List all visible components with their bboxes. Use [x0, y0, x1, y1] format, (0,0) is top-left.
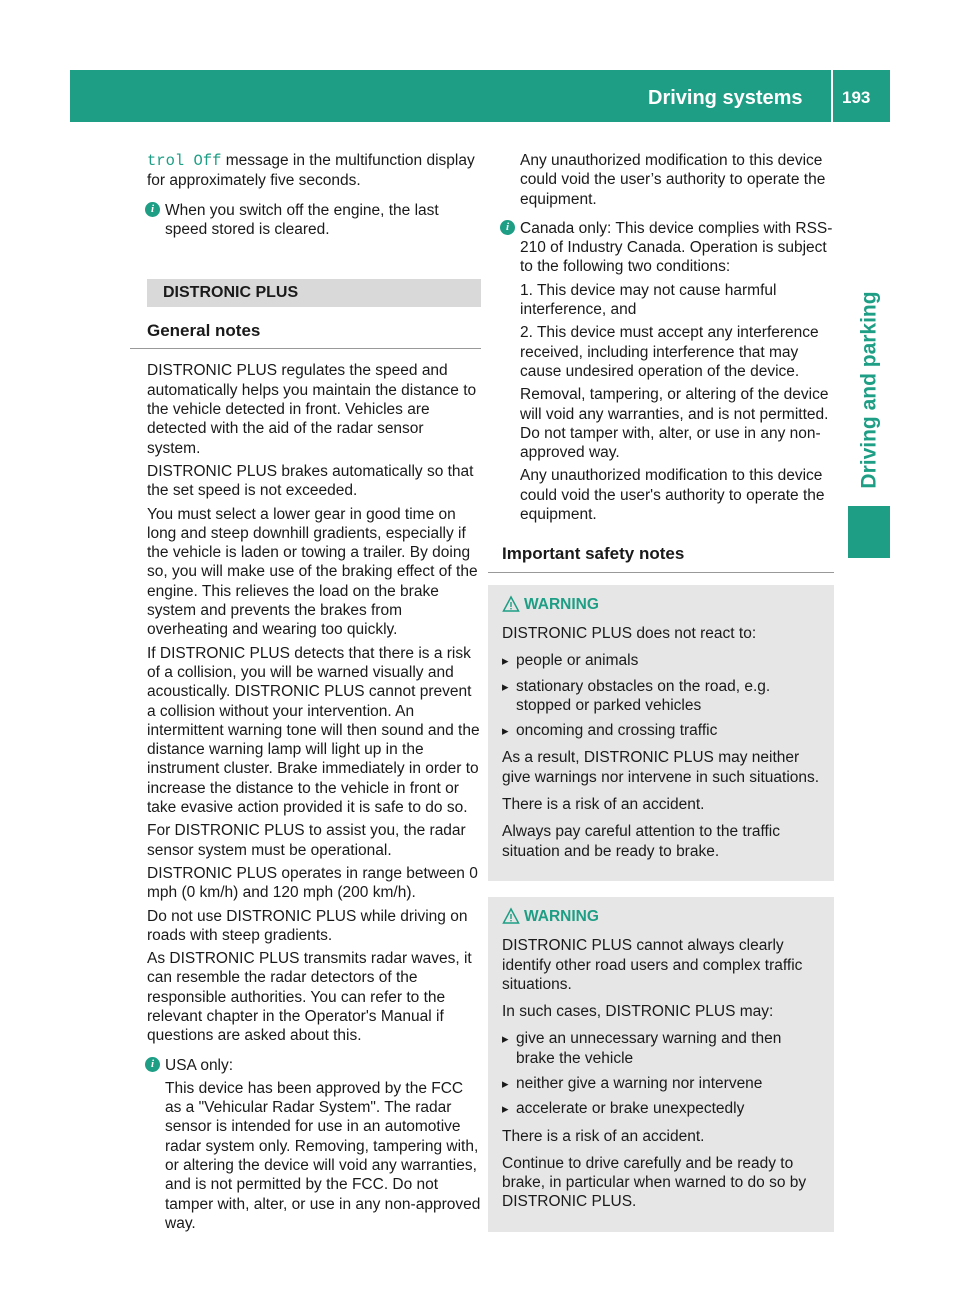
warning-triangle-icon: [502, 907, 520, 925]
paragraph: For DISTRONIC PLUS to assist you, the radar sensor system must be operational.: [147, 822, 466, 859]
page-number: 193: [842, 88, 871, 107]
list-item: ▸ neither give a warning nor intervene: [502, 1074, 824, 1093]
paragraph: Any unauthorized modification to this device could void the user’s authority to operate the equipment.: [520, 152, 826, 208]
warning-heading: WARNING: [502, 907, 824, 926]
warning-heading: WARNING: [502, 595, 824, 614]
side-tab-marker: [848, 506, 890, 558]
subheading-general-notes: General notes: [130, 321, 481, 349]
right-column: [502, 151, 834, 1232]
side-tab-label: Driving and parking: [857, 291, 881, 489]
list-item: ▸ give an unnecessary warning and then brake the vehicle: [502, 1029, 824, 1068]
header-divider: [831, 70, 833, 122]
warning-triangle-icon: [502, 595, 520, 613]
info-icon: i: [145, 202, 160, 217]
section-heading: DISTRONIC PLUS: [147, 279, 481, 307]
paragraph: DISTRONIC PLUS regulates the speed and automatically helps you maintain the distance to the vehicle detected in front. Vehicles are detected with the aid of the radar sensor system.: [147, 362, 477, 457]
info-note-usa: i USA only: This device has been approved by the FCC as a "Vehicular Radar System". The radar sensor is intended for use in an automotive radar system only. Removing, tampering with, or altering the device will void any warranties, and is not permitted by the FCC. Do not tamper with, alter, or use in any non-approved way.: [147, 1056, 481, 1234]
paragraph: DISTRONIC PLUS brakes automatically so that the set speed is not exceeded.: [147, 462, 474, 500]
info-note: i When you switch off the engine, the last speed stored is cleared.: [147, 201, 481, 240]
warning-list: [502, 651, 824, 740]
info-icon: i: [145, 1057, 160, 1072]
warning-box: WARNING DISTRONIC PLUS cannot always clearly identify other road users and complex traffic situations. In such cases, DISTRONIC PLUS may: ▸ give an unnecessary warning and then brake the vehicle ▸ neither give a warning nor intervene ▸ accelerate or brake unexpectedly There is a risk of an accident. Continue to drive carefully and be ready to brake, in particular when warned to do so by DISTRONIC PLUS.: [488, 897, 834, 1232]
list-item: ▸ people or animals: [502, 651, 824, 670]
page-title: Driving systems: [648, 87, 803, 109]
info-icon: i: [500, 220, 515, 235]
display-message-code: trol Off: [147, 152, 222, 170]
list-item: ▸ accelerate or brake unexpectedly: [502, 1099, 824, 1118]
paragraph: If DISTRONIC PLUS detects that there is a risk of a collision, you will be warned visually and acoustically. DISTRONIC PLUS cannot prevent a collision without your intervention. An intermittent warning tone will then sound and the distance warning lamp will light up in the instrument cluster. Brake immediately in order to increase the distance to the vehicle in front or take evasive action provided it is safe to do so.: [147, 644, 480, 817]
list-item: ▸ stationary obstacles on the road, e.g. stopped or parked vehicles: [502, 677, 824, 716]
warning-box: WARNING DISTRONIC PLUS does not react to: ▸ people or animals ▸ stationary obstacles on the road, e.g. stopped or parked vehicles ▸ oncoming and crossing traffic As a result, DISTRONIC PLUS may neither give warnings nor intervene in such situations. There is a risk of an accident. Always pay careful attention to the traffic situation and be ready to brake.: [488, 585, 834, 881]
paragraph: Do not use DISTRONIC PLUS while driving on roads with steep gradients.: [147, 907, 468, 944]
paragraph: As DISTRONIC PLUS transmits radar waves, it can resemble the radar detectors of the responsible authorities. You can refer to the relevant chapter in the Operator's Manual if questions are asked about this.: [147, 950, 472, 1045]
info-note-canada: i Canada only: This device complies with RSS-210 of Industry Canada. Operation is subject to the following two conditions: 1. This device may not cause harmful interference, and 2. This device must accept any interference received, including interference that may cause undesired operation of the device. Removal, tampering, or altering of the device will void any warranties, and is not permitted. Do not tamper with, alter, or use in any non-approved way. Any unauthorized modification to this device could void the user's authority to operate the equipment.: [502, 219, 834, 524]
subheading-safety-notes: Important safety notes: [488, 544, 834, 572]
paragraph: You must select a lower gear in good time on long and steep downhill gradients, especially if the vehicle is laden or towing a trailer. By doing so, you will make use of the braking effect of the engine. This relieves the load on the brake system and prevents the brakes from overheating and wearing too quickly.: [147, 505, 478, 639]
continued-text: trol Off message in the multifunction display for approximately five seconds.: [147, 152, 475, 190]
warning-list: [502, 1029, 824, 1118]
paragraph: DISTRONIC PLUS operates in range between 0 mph (0 km/h) and 120 mph (200 km/h).: [147, 864, 478, 902]
left-column: [147, 151, 481, 1237]
list-item: ▸ oncoming and crossing traffic: [502, 721, 824, 740]
